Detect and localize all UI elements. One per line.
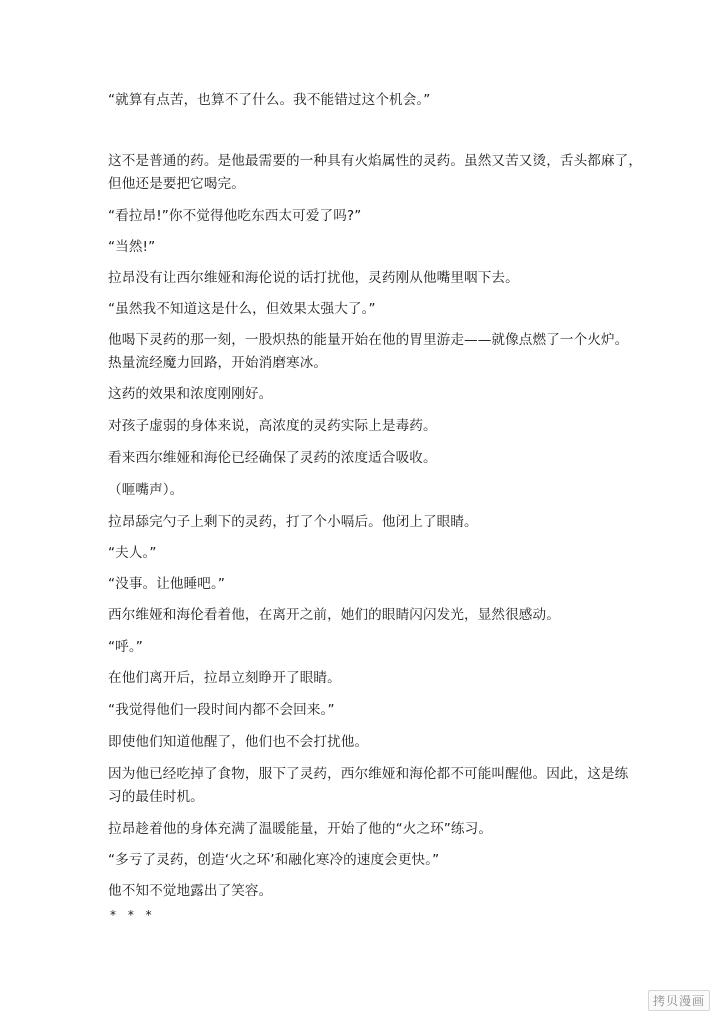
paragraph: “就算有点苦，也算不了什么。我不能错过这个机会。” bbox=[108, 92, 431, 108]
paragraph: “虽然我不知道这是什么，但效果太强大了。” bbox=[108, 301, 376, 317]
paragraph: 拉昂没有让西尔维娅和海伦说的话打扰他，灵药刚从他嘴里咽下去。 bbox=[108, 270, 519, 286]
paragraph: “多亏了灵药，创造‘火之环’和融化寒冷的速度会更快。” bbox=[108, 852, 440, 868]
paragraph: “没事。让他睡吧。” bbox=[108, 576, 226, 592]
paragraph: 看来西尔维娅和海伦已经确保了灵药的浓度适合吸收。 bbox=[108, 450, 437, 466]
paragraph: 因为他已经吃掉了食物，服下了灵药，西尔维娅和海伦都不可能叫醒他。因此，这是练 bbox=[108, 766, 629, 782]
paragraph: 热量流经魔力回路，开始消磨寒冰。 bbox=[108, 355, 328, 371]
paragraph: 对孩子虚弱的身体来说，高浓度的灵药实际上是毒药。 bbox=[108, 418, 437, 434]
paragraph: （咂嘴声）。 bbox=[108, 482, 184, 498]
paragraph: 他不知不觉地露出了笑容。 bbox=[108, 883, 273, 899]
watermark-logo: 拷贝漫画 bbox=[648, 990, 710, 1011]
paragraph: 拉昂舔完勺子上剩下的灵药，打了个小嗝后。他闭上了眼睛。 bbox=[108, 514, 478, 530]
paragraph: 但他还是要把它喝完。 bbox=[108, 176, 245, 192]
paragraph: 他喝下灵药的那一刻，一股炽热的能量开始在他的胃里游走——就像点燃了一个火炉。 bbox=[108, 332, 629, 348]
paragraph: 西尔维娅和海伦看着他，在离开之前，她们的眼睛闪闪发光，显然很感动。 bbox=[108, 607, 560, 623]
paragraph: “夫人。” bbox=[108, 545, 157, 561]
paragraph: 拉昂趁着他的身体充满了温暖能量，开始了他的“火之环”练习。 bbox=[108, 821, 493, 837]
paragraph: “当然!” bbox=[108, 239, 156, 255]
paragraph: 在他们离开后，拉昂立刻睁开了眼睛。 bbox=[108, 670, 341, 686]
paragraph: “呼。” bbox=[108, 639, 143, 655]
paragraph: “看拉昂!”你不觉得他吃东西太可爱了吗?” bbox=[108, 208, 362, 224]
paragraph: 这不是普通的药。是他最需要的一种具有火焰属性的灵药。虽然又苦又烫，舌头都麻了， bbox=[108, 153, 643, 169]
paragraph: 习的最佳时机。 bbox=[108, 789, 204, 805]
paragraph: “我觉得他们一段时间内都不会回来。” bbox=[108, 702, 335, 718]
paragraph: 即使他们知道他醒了，他们也不会打扰他。 bbox=[108, 734, 369, 750]
paragraph: 这药的效果和浓度刚刚好。 bbox=[108, 386, 273, 402]
section-separator: * * * bbox=[110, 908, 156, 922]
